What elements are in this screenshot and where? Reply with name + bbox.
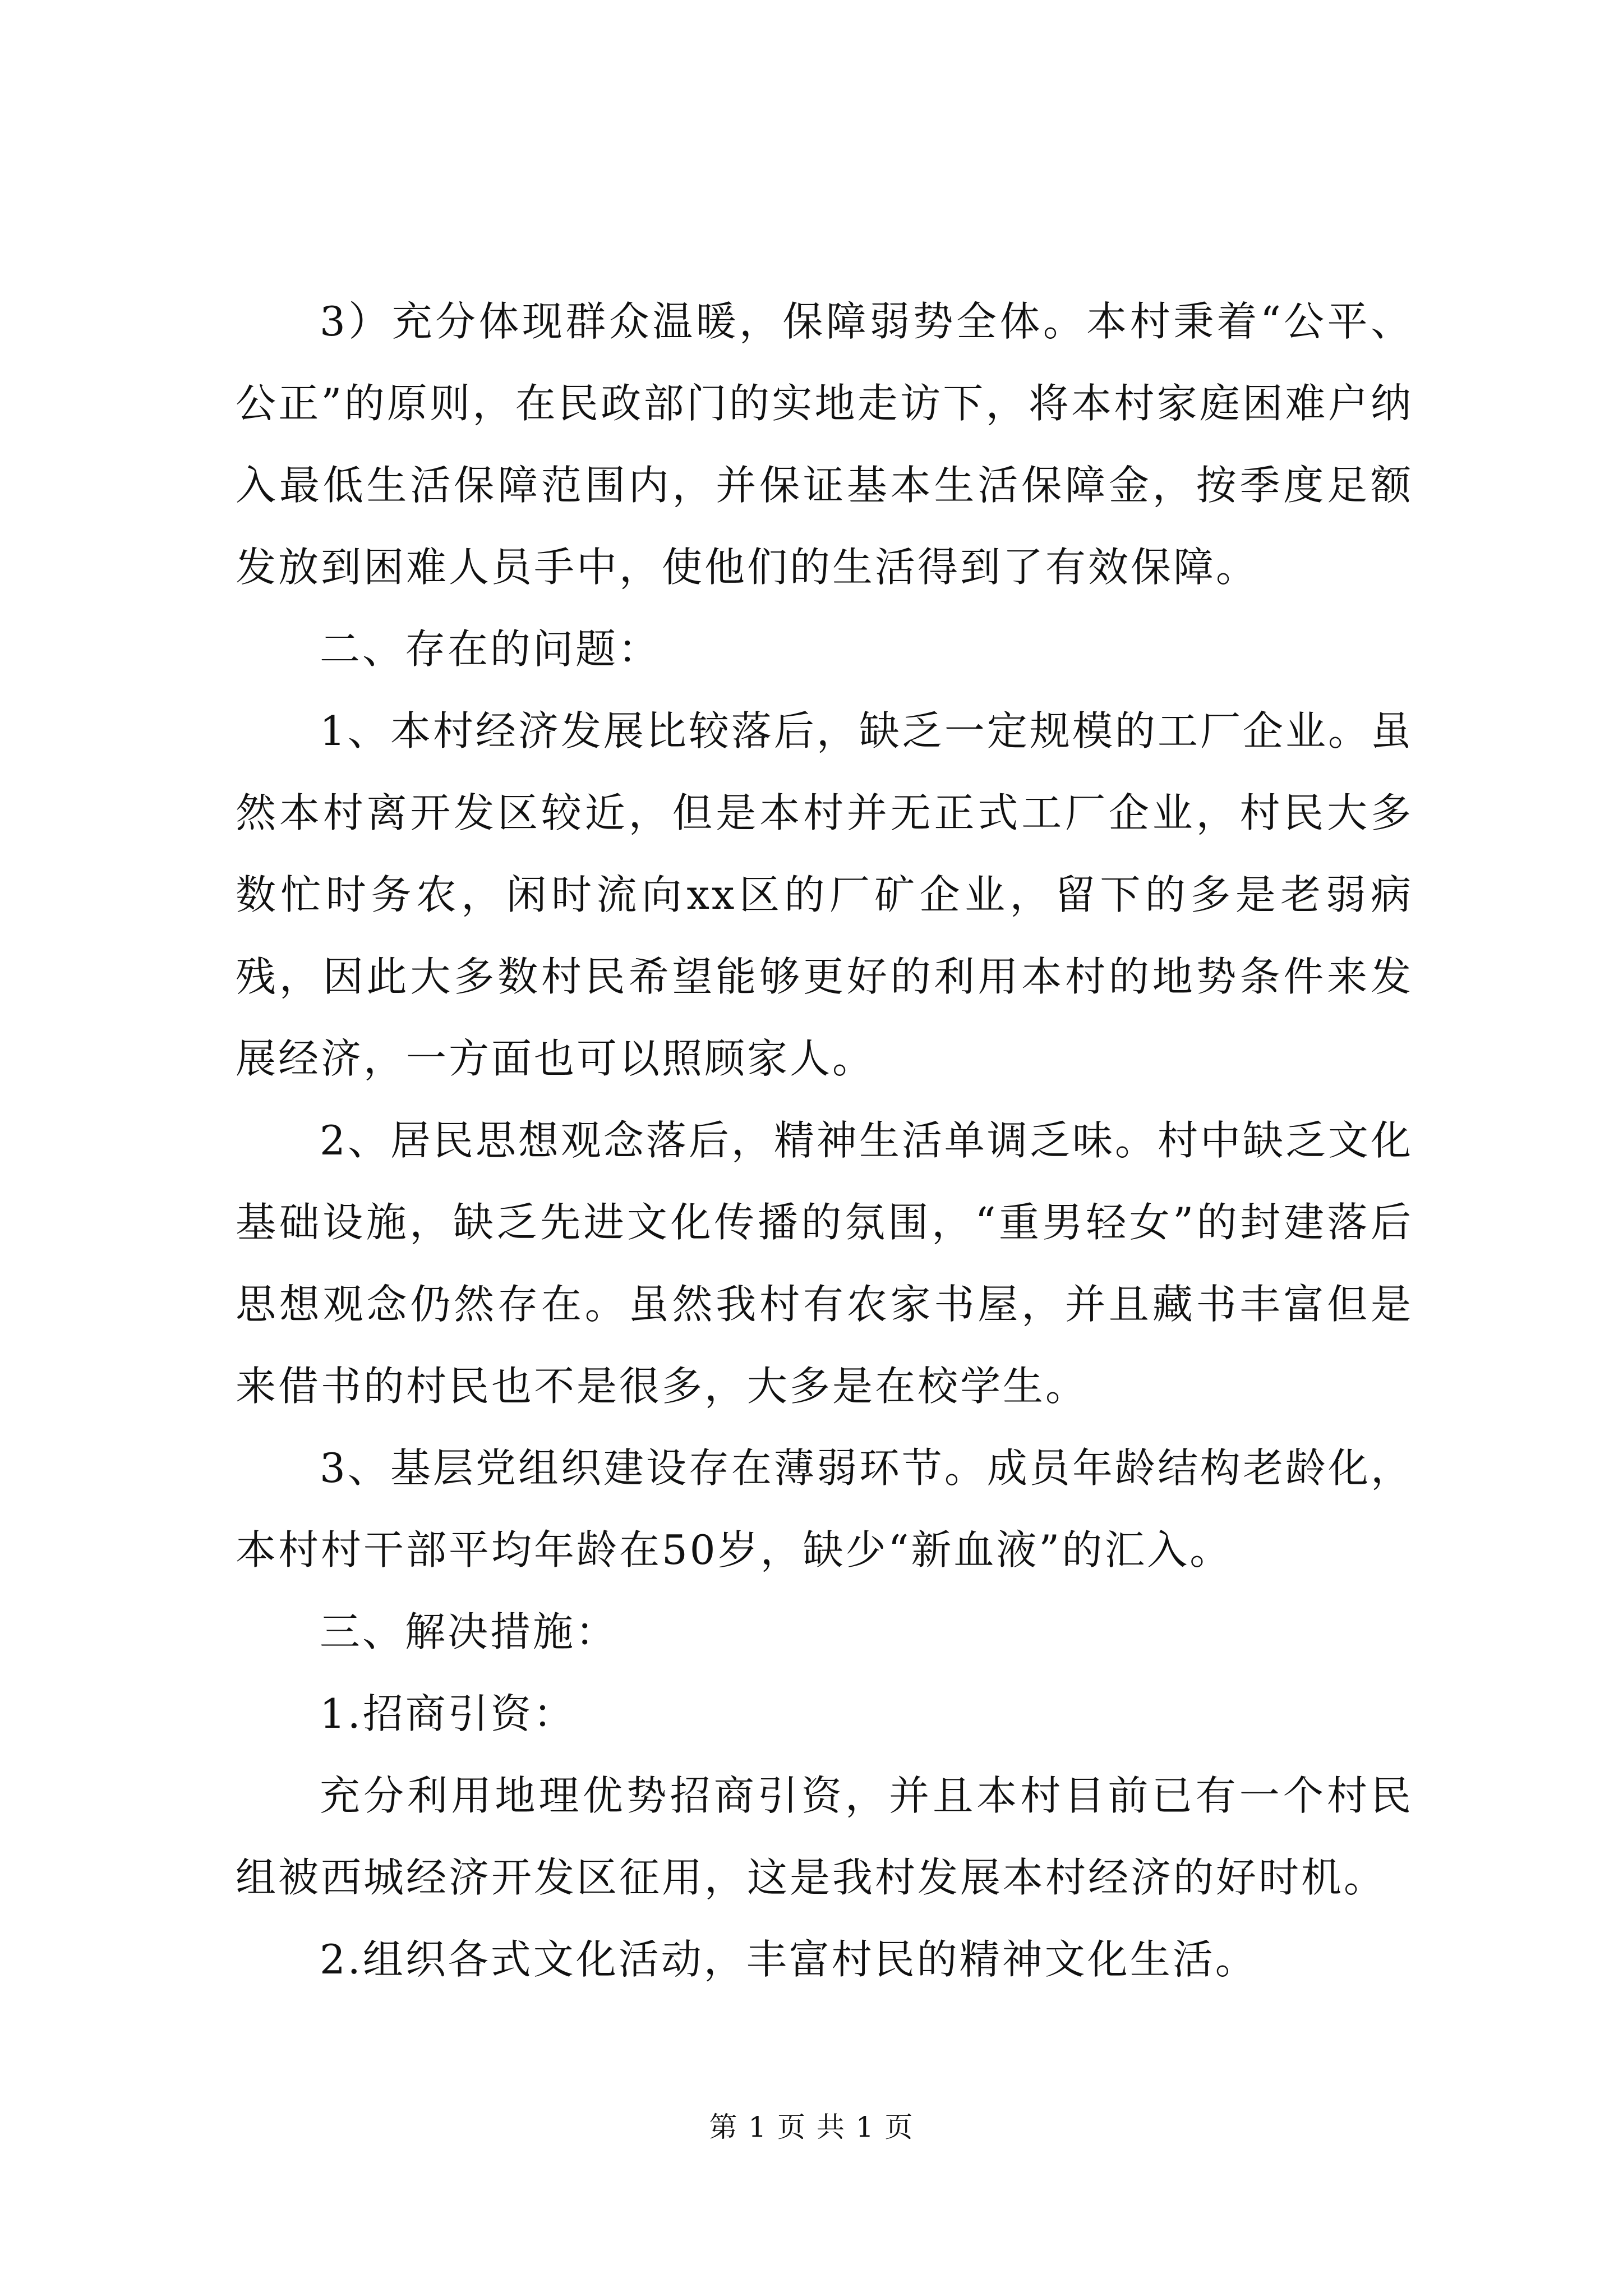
heading-existing-problems: 二、存在的问题：	[320, 625, 661, 673]
subheading-investment: 1.招商引资：	[320, 1690, 576, 1737]
paragraph-cultural-activities: 2.组织各式文化活动，丰富村民的精神文化生活。	[320, 1936, 1258, 1983]
paragraph-economy-problem: 1、本村经济发展比较落后，缺乏一定规模的工厂企业。虽然本村离开发区较近，但是本村并无正式工厂企业，村民大多数忙时务农，闲时流向xx区的厂矿企业，留下的多是老弱病残，因此大多数村民希望能够更好的利用本村的地势条件来发展经济，一方面也可以照顾家人。	[236, 707, 1413, 1082]
paragraph-culture-problem: 2、居民思想观念落后，精神生活单调乏味。村中缺乏文化基础设施，缺乏先进文化传播的氛围，“重男轻女”的封建落后思想观念仍然存在。虽然我村有农家书屋，并且藏书丰富但是来借书的村民也不是很多，大多是在校学生。	[236, 1117, 1413, 1410]
paragraph-party-organization-problem: 3、基层党组织建设存在薄弱环节。成员年龄结构老龄化，本村村干部平均年龄在50岁，缺少“新血液”的汇入。	[236, 1444, 1413, 1573]
paragraph-investment-detail: 充分利用地理优势招商引资，并且本村目前已有一个村民组被西城经济开发区征用，这是我村发展本村经济的好时机。	[236, 1772, 1413, 1901]
heading-solutions: 三、解决措施：	[320, 1608, 619, 1655]
document-body	[236, 280, 1413, 2000]
paragraph-welfare-guarantee: 3）充分体现群众温暖，保障弱势全体。本村秉着“公平、公正”的原则，在民政部门的实地走访下，将本村家庭困难户纳入最低生活保障范围内，并保证基本生活保障金，按季度足额发放到困难人员手中，使他们的生活得到了有效保障。	[236, 298, 1413, 591]
page-footer: 第 1 页 共 1 页	[709, 2111, 914, 2143]
